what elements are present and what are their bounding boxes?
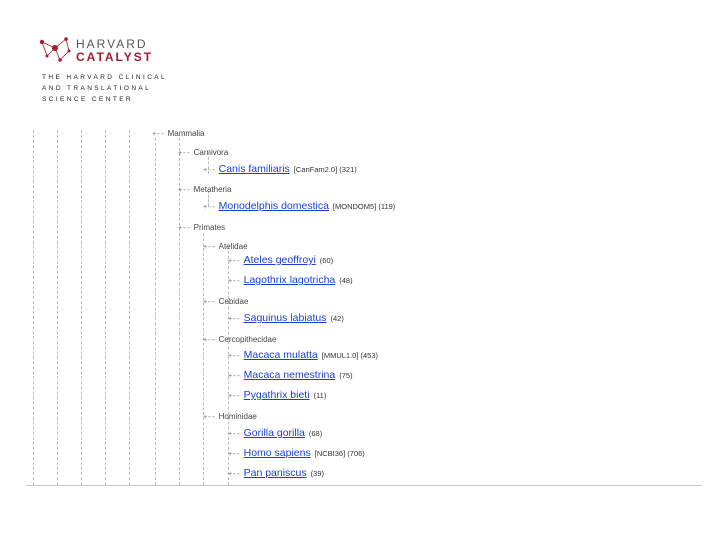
species-link[interactable]: Macaca nemestrina <box>243 369 336 381</box>
taxon-group-row <box>178 145 228 160</box>
taxon-group-row <box>203 239 248 254</box>
species-link[interactable]: Pygathrix bieti <box>243 389 310 401</box>
species-count: [MMUL1.0] (453) <box>321 351 379 360</box>
species-row <box>228 348 378 363</box>
tree-connector: +-- <box>228 393 241 401</box>
species-link[interactable]: Saguinus labiatus <box>243 312 327 324</box>
species-row <box>203 162 357 177</box>
tree-connector: +-- <box>228 316 241 324</box>
taxon-group-label: Metatheria <box>193 185 232 194</box>
species-count: (48) <box>339 276 353 285</box>
tree-connector: +-- <box>228 353 241 361</box>
taxon-group-label: Carnivora <box>193 148 229 157</box>
species-row <box>203 199 395 214</box>
tree-connector: +-- <box>228 431 241 439</box>
species-row <box>228 253 333 268</box>
taxon-group-row <box>178 220 225 235</box>
tree-branch-line <box>155 138 156 485</box>
species-count: (60) <box>319 256 334 265</box>
tree-connector: +-- <box>178 150 191 158</box>
species-link[interactable]: Gorilla gorilla <box>243 427 305 439</box>
tagline-line: THE HARVARD CLINICAL <box>42 74 168 81</box>
tree-connector: +-- <box>203 244 216 252</box>
taxon-group-row <box>203 332 276 347</box>
taxon-group-row <box>152 126 205 141</box>
species-count: (42) <box>330 314 344 323</box>
species-row <box>228 368 353 383</box>
tree-connector: +-- <box>228 373 241 381</box>
tree-connector: +-- <box>203 204 216 212</box>
species-row <box>228 311 344 326</box>
taxon-group-label: Mammalia <box>167 129 205 138</box>
tree-connector: +-- <box>152 131 165 139</box>
taxon-group-label: Hominidae <box>218 412 257 421</box>
species-row <box>228 446 365 461</box>
tagline-line: SCIENCE CENTER <box>42 96 134 103</box>
taxon-group-label: Primates <box>193 223 226 232</box>
taxon-group-row <box>178 182 231 197</box>
species-count: [NCBI36] (706) <box>314 449 365 458</box>
tree-connector: +-- <box>203 299 216 307</box>
tree-guide-line <box>57 130 58 485</box>
tree-connector: +-- <box>203 414 216 422</box>
taxon-group-row <box>203 409 257 424</box>
tree-connector: +-- <box>228 278 241 286</box>
species-count: (75) <box>339 371 353 380</box>
species-row <box>228 466 324 481</box>
species-count: (39) <box>310 469 324 478</box>
taxon-group-label: Cebidae <box>218 297 249 306</box>
tree-connector: +-- <box>228 471 241 479</box>
species-link[interactable]: Pan paniscus <box>243 467 307 479</box>
species-link[interactable]: Ateles geoffroyi <box>243 254 316 266</box>
taxon-group-row <box>203 294 248 309</box>
tree-guide-line <box>129 130 130 485</box>
tree-connector: +-- <box>178 187 191 195</box>
tree-connector: +-- <box>228 258 241 266</box>
species-count: (68) <box>308 429 323 438</box>
species-row <box>228 388 326 403</box>
divider-line <box>26 485 702 486</box>
logo-word-catalyst: CATALYST <box>76 50 154 64</box>
tree-connector: +-- <box>203 167 216 175</box>
tree-connector: +-- <box>203 337 216 345</box>
tree-connector: +-- <box>178 225 191 233</box>
species-link[interactable]: Macaca mulatta <box>243 349 318 361</box>
logo-word-harvard: HARVARD <box>76 37 148 51</box>
species-count: (11) <box>313 391 327 400</box>
species-link[interactable]: Canis familiaris <box>218 163 290 175</box>
tree-branch-line <box>203 233 204 485</box>
tree-guide-line <box>105 130 106 485</box>
tree-guide-line <box>81 130 82 485</box>
species-row <box>228 273 353 288</box>
tree-connector: +-- <box>228 451 241 459</box>
taxon-group-label: Atelidae <box>218 242 248 251</box>
species-row <box>228 426 322 441</box>
species-count: [MONDOM5] (119) <box>332 202 396 211</box>
tagline-line: AND TRANSLATIONAL <box>42 85 152 92</box>
species-link[interactable]: Homo sapiens <box>243 447 311 459</box>
species-link[interactable]: Monodelphis domestica <box>218 200 329 212</box>
species-link[interactable]: Lagothrix lagotricha <box>243 274 336 286</box>
taxon-group-label: Cercopithecidae <box>218 335 277 344</box>
tree-guide-line <box>33 130 34 485</box>
species-count: [CanFam2.0] (321) <box>293 165 357 174</box>
